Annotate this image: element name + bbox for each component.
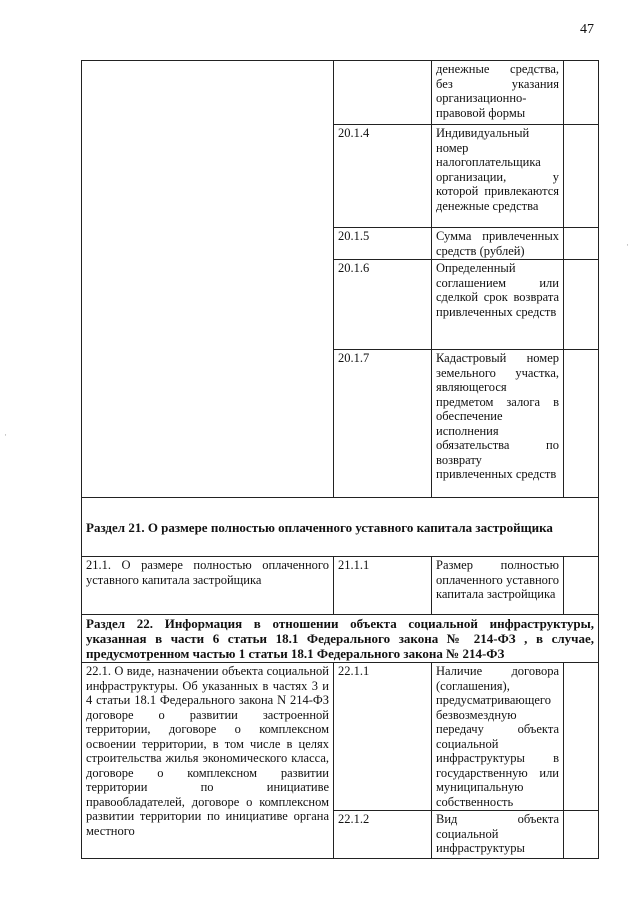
value-cell (564, 228, 599, 260)
item-label-cell: 21.1. О размере полностью оплаченного уставного капитала застройщика (82, 557, 334, 615)
section-heading-row (82, 615, 599, 663)
description-cell: Вид объекта социальной инфраструктуры (432, 811, 564, 859)
description-cell: Индивидуальный номер налогоплательщика организации, у которой привлекаются денежные средства (432, 125, 564, 228)
section-21-title: Раздел 21. О размере полностью оплаченного уставного капитала застройщика (82, 498, 599, 557)
edge-mark: · (626, 240, 629, 250)
description-cell: Кадастровый номер земельного участка, являющегося предметом залога в обеспечение исполнения обязательства по возврату привлеченных средств (432, 350, 564, 498)
section-22-title: Раздел 22. Информация в отношении объекта социальной инфраструктуры, указанная в части 6 статьи 18.1 Федерального закона № 214-ФЗ , в случае, предусмотренном частью 1 статьи 18.1 Федерального закона № 214-ФЗ (82, 615, 599, 663)
value-cell (564, 663, 599, 811)
document-table (81, 60, 599, 859)
value-cell (564, 260, 599, 350)
table-row (82, 557, 599, 615)
code-cell: 21.1.1 (334, 557, 432, 615)
code-cell: 20.1.4 (334, 125, 432, 228)
code-cell: 20.1.7 (334, 350, 432, 498)
edge-mark: · (4, 430, 7, 440)
item-label-cell: 22.1. О виде, назначении объекта социальной инфраструктуры. Об указанных в частях 3 и 4 статьи 18.1 Федерального закона N 214-ФЗ договоре о развитии застроенной территории, договоре о комплексном освоении территории, в том числе в целях строительства жилья экономического класса, договоре о комплексном развитии территории по инициативе правообладателей, договоре о комплексном развитии территории по инициативе органа местного (82, 663, 334, 859)
code-cell: 20.1.5 (334, 228, 432, 260)
value-cell (564, 350, 599, 498)
table-row (82, 663, 599, 811)
value-cell (564, 811, 599, 859)
code-cell: 22.1.1 (334, 663, 432, 811)
description-cell: Наличие договора (соглашения), предусматривающего безвозмездную передачу объекта социальной инфраструктуры в государственную или муниципальную собственность (432, 663, 564, 811)
description-cell: денежные средства, без указания организационно-правовой формы (432, 61, 564, 125)
description-cell: Сумма привлеченных средств (рублей) (432, 228, 564, 260)
description-cell: Размер полностью оплаченного уставного капитала застройщика (432, 557, 564, 615)
value-cell (564, 125, 599, 228)
code-cell: 20.1.6 (334, 260, 432, 350)
empty-label-cell (82, 61, 334, 498)
section-heading-row (82, 498, 599, 557)
description-cell: Определенный соглашением или сделкой срок возврата привлеченных средств (432, 260, 564, 350)
value-cell (564, 557, 599, 615)
code-cell: 22.1.2 (334, 811, 432, 859)
table-row (82, 61, 599, 125)
code-cell (334, 61, 432, 125)
value-cell (564, 61, 599, 125)
page-number: 47 (580, 22, 594, 37)
